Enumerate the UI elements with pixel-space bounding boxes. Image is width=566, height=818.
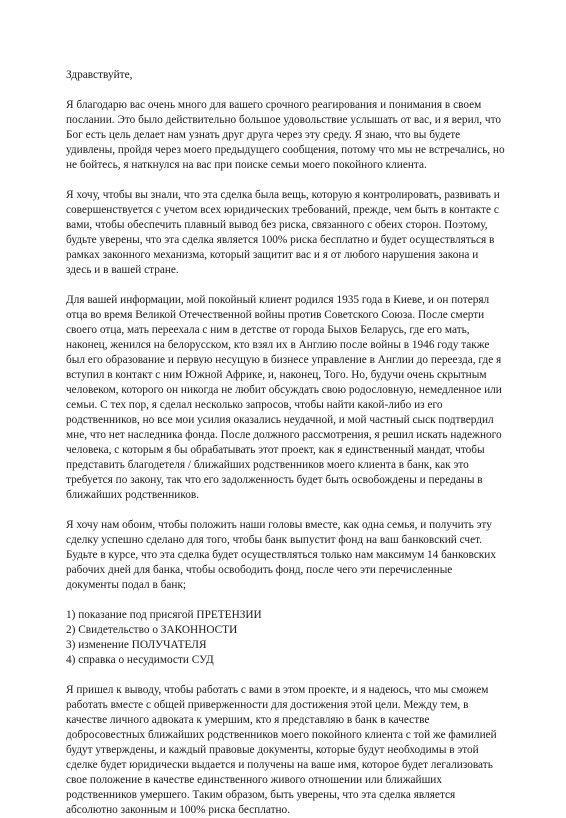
paragraph-gratitude: Я благодарю вас очень много для вашего срочного реагирования и понимания в своем послании. Это было действительно большое удовольствие услышать от вас, и я верил, что Бог есть цель делает нам узнать друг друга через эту среду. Я знаю, что вы будете удивлены, пройдя через моего предыдущего сообщения, потому что мы не встречались, но не бойтесь, я наткнулся на вас при поиске семьи моего покойного клиента. [66, 99, 505, 171]
list-item: 3) изменение ПОЛУЧАТЕЛЯ [66, 639, 207, 651]
paragraph-closing: Я пришел к выводу, чтобы работать с вами в этом проекте, и я надеюсь, что мы сможем работать вместе с общей приверженности для достижения этой цели. Между тем, в качестве личного адвоката к умершим, кто я представляю в банк в качестве добросовестных ближайших родственников моего покойного клиента с той же фамилией будут утверждены, и каждый правовые документы, которые будут необходимы в этой сделке будет юридически выдается и получены на ваше имя, которое будет легализовать свое положение в качестве единственного живого отношении или ближайших родственников умершего. Таким образом, быть уверены, что эта сделка является абсолютно законным и 100% риска бесплатно. [66, 684, 497, 816]
paragraph-client-history: Для вашей информации, мой покойный клиент родился 1935 года в Киеве, и он потерял отца во время Великой Отечественной войны против Советского Союза. После смерти своего отца, мать переехала с ним в детстве от города Быхов Беларусь, где его мать, наконец, женился на белорусском, кто взял их в Англию после войны в 1946 году также был его образование и первую несущую в бизнесе управление в Англии до переезда, где я вступил в контакт с ним Южной Африке, и, наконец, Того. Но, будучи очень скрытным человеком, которого он никогда не любит обсуждать свою родословную, немедленное или семьи. С тех пор, я сделал несколько запросов, чтобы найти какой-либо из его родственников, но все мои усилия оказались неудачной, и мой частный сыск подтвердил мне, что нет наследника фонда. После должного рассмотрения, я решил искать надежного человека, с которым я бы обрабатывать этот проект, как я единственный мандат, чтобы представить благодетеля / ближайших родственников моего клиента в банк, как это требуется по закону, так что его задолженность будет быть освобождены и переданы в ближайших родственников. [66, 294, 502, 501]
documents-list [66, 608, 506, 668]
list-item: 4) справка о несудимости СУД [66, 654, 214, 666]
paragraph-bank-release: Я хочу нам обоим, чтобы положить наши головы вместе, как одна семья, и получить эту сделку успешно сделано для того, чтобы банк выпустит фонд на ваш банковский счет. Будьте в курсе, что эта сделка будет осуществляться только нам максимум 14 банковских рабочих дней для банка, чтобы освободить фонд, после чего эти перечисленные документы подал в банк; [66, 519, 496, 591]
list-item: 1) показание под присягой ПРЕТЕНЗИИ [66, 609, 262, 621]
greeting: Здравствуйте, [66, 69, 133, 81]
list-item: 2) Свидетельство о ЗАКОННОСТИ [66, 624, 238, 636]
paragraph-deal-assurance: Я хочу, чтобы вы знали, что эта сделка была вещь, которую я контролировать, развивать и совершенствуется с учетом всех юридических требований, прежде, чем быть в контакте с вами, чтобы обеспечить плавный вывод без риска, связанного с обеих сторон. Поэтому, будьте уверены, что эта сделка является 100% риска бесплатно и будет осуществляться в рамках законного механизма, который защитит вас и я от любого нарушения закона и здесь и в вашей стране. [66, 189, 500, 276]
